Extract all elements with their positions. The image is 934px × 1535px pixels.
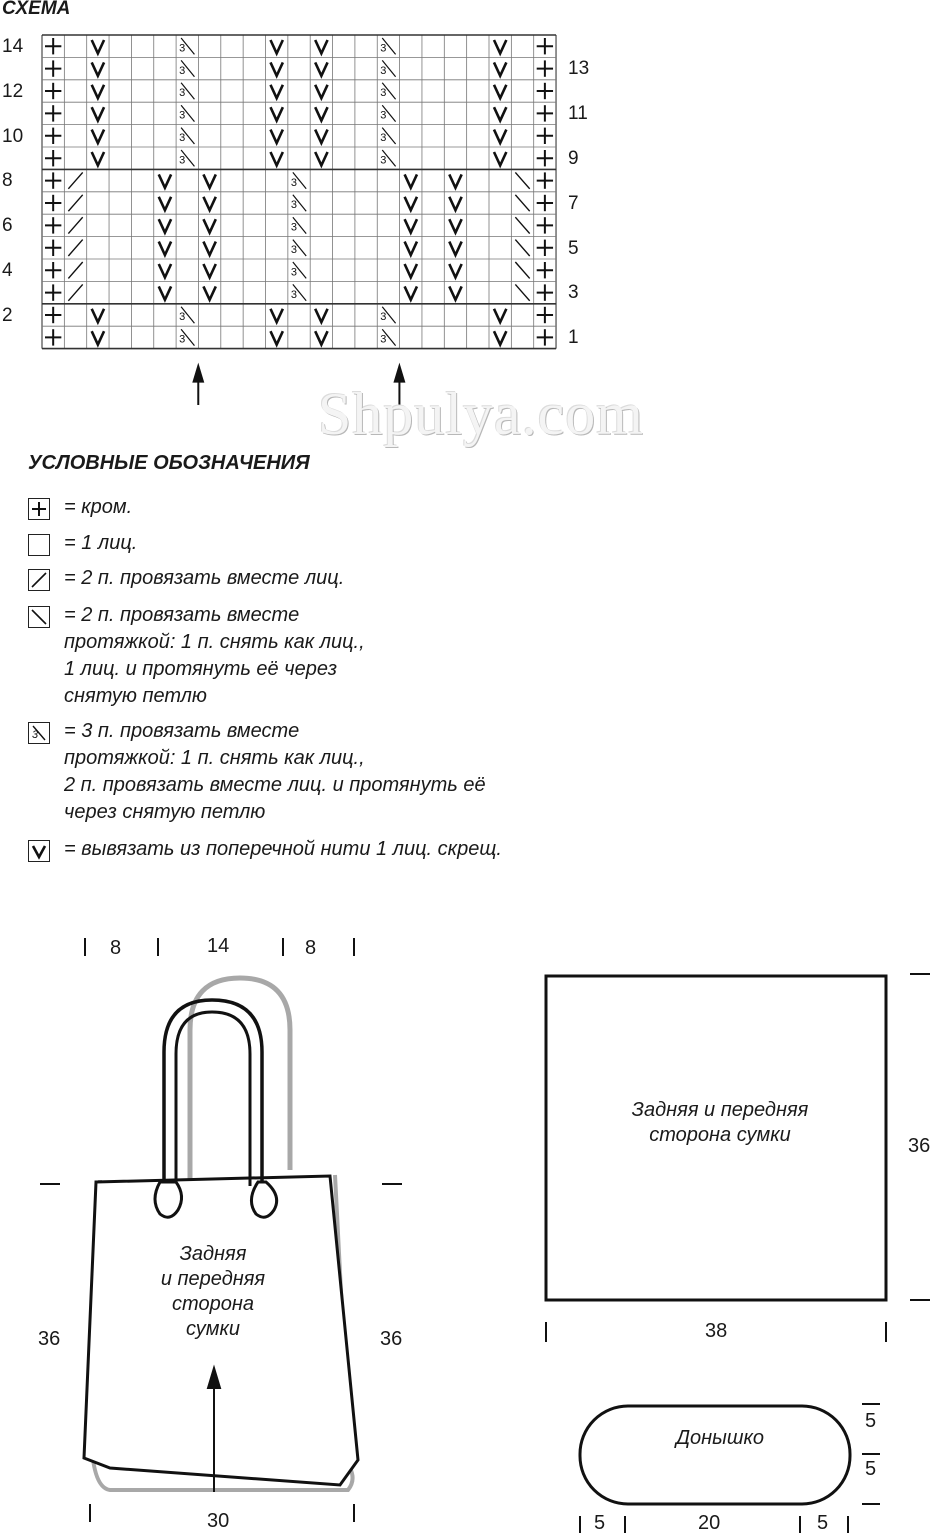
base-bottom-dim-right: 5 bbox=[817, 1512, 829, 1534]
make-one-icon bbox=[159, 174, 171, 187]
legend-text-make-one: = вывязать из поперечной нити 1 лиц. скрещ. bbox=[64, 838, 502, 860]
make-one-icon bbox=[271, 62, 283, 75]
sk2p-icon: 3 bbox=[290, 288, 297, 301]
watermark: Shpulya.com bbox=[318, 381, 644, 447]
bag-top-dim-right: 8 bbox=[305, 937, 317, 959]
svg-text:3: 3 bbox=[32, 729, 39, 741]
ssk-icon bbox=[515, 195, 529, 211]
make-one-icon bbox=[494, 40, 506, 53]
legend-text-sk2p: = 3 п. провязать вместе протяжкой: 1 п. снять как лиц., 2 п. провязать вместе лиц. и протянуть её через снятую петлю bbox=[64, 720, 486, 823]
make-one-icon bbox=[92, 130, 104, 143]
make-one-icon bbox=[92, 107, 104, 120]
sk2p-icon: 3 bbox=[380, 132, 387, 144]
make-one-icon bbox=[271, 40, 283, 53]
make-one-icon bbox=[315, 85, 327, 98]
legend-text-ssk: = 2 п. провязать вместе протяжкой: 1 п. снять как лиц., 1 лиц. и протянуть её через снятую петлю bbox=[64, 604, 365, 707]
row-number: 2 bbox=[2, 304, 13, 326]
legend-item-make-one bbox=[28, 836, 502, 863]
legend-item-ssk bbox=[28, 602, 365, 710]
ssk-icon bbox=[515, 172, 529, 188]
make-one-icon bbox=[159, 286, 171, 299]
make-one-icon bbox=[271, 130, 283, 143]
legend-item-k2tog bbox=[28, 565, 344, 592]
panel-height: 36 bbox=[908, 1135, 931, 1157]
legend-item-knit bbox=[28, 530, 137, 557]
base-side-dim-top: 5 bbox=[865, 1410, 877, 1432]
base-bottom-dim-left: 5 bbox=[594, 1512, 606, 1534]
chart-title: СХЕМА bbox=[2, 0, 71, 19]
make-one-icon bbox=[159, 219, 171, 232]
sk2p-icon: 3 bbox=[290, 244, 297, 256]
sk2p-icon: 3 bbox=[290, 199, 297, 212]
bag-left-height: 36 bbox=[38, 1328, 61, 1350]
make-one-icon bbox=[449, 264, 461, 277]
make-one-icon bbox=[203, 197, 215, 210]
make-one-icon bbox=[92, 331, 104, 344]
sk2p-icon: 3 bbox=[290, 176, 297, 189]
make-one-icon bbox=[203, 242, 215, 255]
make-one-icon bbox=[494, 331, 506, 344]
sk2p-icon: 3 bbox=[179, 311, 186, 324]
make-one-icon bbox=[159, 197, 171, 210]
k2tog-icon bbox=[68, 284, 82, 300]
make-one-icon bbox=[449, 197, 461, 210]
k2tog-icon bbox=[68, 217, 82, 233]
sk2p-icon: 3 bbox=[179, 64, 186, 77]
row-number: 3 bbox=[568, 282, 579, 304]
make-one-icon bbox=[315, 62, 327, 75]
sk2p-icon: 3 bbox=[380, 42, 387, 55]
make-one-icon bbox=[271, 85, 283, 98]
make-one-icon bbox=[271, 331, 283, 344]
bag-front-handles bbox=[164, 1000, 262, 1186]
k2tog-icon bbox=[68, 172, 82, 188]
sk2p-icon: 3 bbox=[380, 311, 387, 324]
legend-text-k2tog: = 2 п. провязать вместе лиц. bbox=[64, 567, 345, 589]
ssk-icon bbox=[515, 217, 529, 233]
sk2p-icon: 3 bbox=[380, 109, 387, 122]
sk2p-icon: 3 bbox=[179, 154, 186, 167]
sk2p-icon: 3 bbox=[380, 333, 387, 346]
row-number: 13 bbox=[568, 58, 590, 80]
make-one-icon bbox=[449, 174, 461, 187]
make-one-icon bbox=[494, 107, 506, 120]
chart-arrow-icon bbox=[192, 363, 204, 383]
ssk-icon bbox=[515, 284, 529, 300]
make-one-icon bbox=[494, 152, 506, 165]
row-number: 7 bbox=[568, 192, 579, 214]
row-number: 10 bbox=[2, 125, 24, 147]
make-one-icon bbox=[405, 219, 417, 232]
sk2p-icon: 3 bbox=[179, 132, 186, 144]
knit-stitch-icon bbox=[28, 534, 50, 556]
make-one-icon bbox=[494, 62, 506, 75]
legend-text-knit: = 1 лиц. bbox=[64, 532, 138, 554]
knitting-chart bbox=[0, 0, 600, 405]
legend-item-edge bbox=[28, 494, 132, 521]
make-one-icon bbox=[28, 840, 50, 862]
row-number: 12 bbox=[2, 80, 24, 102]
make-one-icon bbox=[271, 152, 283, 165]
make-one-icon bbox=[494, 309, 506, 322]
row-number: 11 bbox=[568, 103, 588, 125]
row-number: 6 bbox=[2, 215, 13, 237]
base-side-dim-bottom: 5 bbox=[865, 1458, 877, 1480]
make-one-icon bbox=[315, 107, 327, 120]
make-one-icon bbox=[92, 40, 104, 53]
make-one-icon bbox=[271, 107, 283, 120]
sk2p-icon: 3 bbox=[380, 87, 387, 100]
make-one-icon bbox=[494, 85, 506, 98]
sk2p-icon: 3 bbox=[179, 333, 186, 346]
make-one-icon bbox=[92, 62, 104, 75]
k2tog-icon bbox=[28, 569, 50, 591]
row-number: 4 bbox=[2, 260, 13, 281]
sk2p-icon: 3 bbox=[380, 154, 387, 167]
make-one-icon bbox=[203, 219, 215, 232]
legend-title: УСЛОВНЫЕ ОБОЗНАЧЕНИЯ bbox=[28, 452, 310, 474]
make-one-icon bbox=[315, 40, 327, 53]
sk2p-icon: 3 bbox=[179, 109, 186, 122]
bag-label: Задняя и передняя сторона сумки bbox=[160, 1243, 266, 1340]
make-one-icon bbox=[203, 264, 215, 277]
base-bottom-dim-center: 20 bbox=[698, 1512, 721, 1534]
make-one-icon bbox=[494, 130, 506, 143]
make-one-icon bbox=[405, 242, 417, 255]
make-one-icon bbox=[271, 309, 283, 322]
sk2p-icon: 3 bbox=[179, 87, 186, 100]
bag-top-dim-left: 8 bbox=[110, 937, 122, 959]
k2tog-icon bbox=[68, 195, 82, 211]
row-number: 5 bbox=[568, 237, 579, 259]
make-one-icon bbox=[159, 264, 171, 277]
row-number: 14 bbox=[2, 36, 24, 57]
make-one-icon bbox=[92, 309, 104, 322]
row-number: 9 bbox=[568, 148, 579, 169]
make-one-icon bbox=[405, 174, 417, 187]
make-one-icon bbox=[92, 152, 104, 165]
make-one-icon bbox=[203, 174, 215, 187]
ssk-icon bbox=[515, 240, 529, 256]
make-one-icon bbox=[405, 286, 417, 299]
row-number: 8 bbox=[2, 170, 13, 192]
row-number: 1 bbox=[568, 327, 579, 349]
make-one-icon bbox=[449, 242, 461, 255]
sk2p-icon bbox=[28, 722, 50, 744]
k2tog-icon bbox=[68, 262, 82, 278]
sk2p-icon: 3 bbox=[380, 64, 387, 77]
make-one-icon bbox=[405, 264, 417, 277]
make-one-icon bbox=[315, 130, 327, 143]
make-one-icon bbox=[203, 286, 215, 299]
make-one-icon bbox=[315, 309, 327, 322]
make-one-icon bbox=[159, 242, 171, 255]
panel-label: Задняя и передняя сторона сумки bbox=[631, 1099, 809, 1146]
bag-top-dim-center: 14 bbox=[207, 935, 230, 957]
make-one-icon bbox=[449, 286, 461, 299]
base-shape bbox=[580, 1406, 850, 1504]
ssk-icon bbox=[515, 262, 529, 278]
bag-back-handles bbox=[190, 978, 290, 1182]
sk2p-icon: 3 bbox=[290, 266, 297, 279]
ssk-icon bbox=[28, 606, 50, 628]
make-one-icon bbox=[449, 219, 461, 232]
make-one-icon bbox=[315, 152, 327, 165]
k2tog-icon bbox=[68, 240, 82, 256]
bag-right-height: 36 bbox=[380, 1328, 403, 1350]
bag-bottom-width: 30 bbox=[207, 1510, 230, 1532]
sk2p-icon: 3 bbox=[179, 42, 186, 55]
sk2p-icon: 3 bbox=[290, 221, 297, 234]
base-label: Донышко bbox=[675, 1427, 765, 1449]
legend-text-edge: = кром. bbox=[64, 496, 133, 518]
make-one-icon bbox=[315, 331, 327, 344]
make-one-icon bbox=[405, 197, 417, 210]
make-one-icon bbox=[92, 85, 104, 98]
legend-item-sk2p bbox=[28, 718, 486, 826]
panel-width: 38 bbox=[705, 1320, 728, 1342]
edge-stitch-icon bbox=[28, 498, 50, 520]
